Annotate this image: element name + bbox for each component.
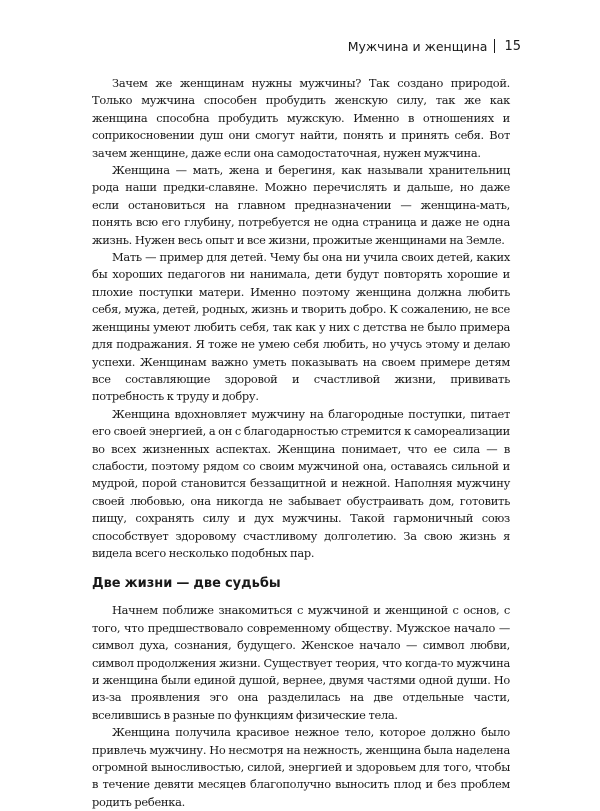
section-heading: Две жизни — две судьбы	[92, 576, 281, 592]
paragraph: Зачем же женщинам нужны мужчины? Так создано природой. Только мужчина способен пробудить женскую силу, так же как женщина способна пробудить мужскую. Именно в отношениях и соприкосновении душ они смогут найти, понять и принять себя. Вот зачем женщине, даже если она самодостаточная, нужен мужчина.	[92, 76, 510, 160]
paragraph: Начнем поближе знакомиться с мужчиной и женщиной с основ, с того, что предшествовало современному обществу. Мужское начало — символ духа, сознания, будущего. Женское начало — символ любви, символ продолжения жизни. Существует теория, что когда-то мужчина и женщина были единой душой, вернее, двумя частями одной души. Но из-за проявления эго она разделилась на две отдельные части, вселившись в разные по функциям физические тела.	[92, 603, 510, 722]
chapter-title: Мужчина и женщина	[347, 38, 488, 54]
page-body	[92, 75, 510, 811]
running-header	[348, 37, 521, 55]
paragraph: Мать — пример для детей. Чему бы она ни учила своих детей, каких бы хороших педагогов ни нанимала, дети будут повторять хорошие и плохие поступки матери. Именно поэтому женщина должна любить себя, мужа, детей, родных, жизнь и творить добро. К сожалению, не все женщины умеют любить себя, так как у них с детства не было примера для подражания. Я тоже не умею себя любить, но учусь этому и делаю успехи. Женщинам важно уметь показывать на своем примере детям все составляющие здоровой и счастливой жизни, прививать потребность к труду и добру.	[92, 250, 510, 404]
paragraph: Женщина получила красивое нежное тело, которое должно было привлечь мужчину. Но несмотря на нежность, женщина была наделена огромной выносливостью, силой, энергией и здоровьем для того, чтобы в течение девяти месяцев благополучно выносить плод и без проблем родить ребенка.	[92, 725, 510, 809]
page-number: 15	[504, 38, 521, 54]
paragraph: Женщина вдохновляет мужчину на благородные поступки, питает его своей энергией, а он с благодарностью стремится к самореализации во всех жизненных аспектах. Женщина понимает, что ее сила — в слабости, поэтому рядом со своим мужчиной она, оставаясь сильной и мудрой, порой становится беззащитной и нежной. Наполняя мужчину своей любовью, она никогда не забывает обустраивать дом, готовить пищу, сохранять силу и дух мужчины. Такой гармоничный союз способствует здоровому счастливому долголетию. За свою жизнь я видела всего несколько подобных пар.	[92, 406, 510, 560]
paragraph: Женщина — мать, жена и берегиня, как называли хранительниц рода наши предки-славяне. Можно перечислять и дальше, но даже если остановиться на главном предназначении — женщина-мать, понять всю его глубину, потребуется не одна страница и даже не одна жизнь. Нужен весь опыт и все жизни, прожитые женщинами на Земле.	[92, 163, 510, 247]
header-divider	[494, 39, 495, 53]
